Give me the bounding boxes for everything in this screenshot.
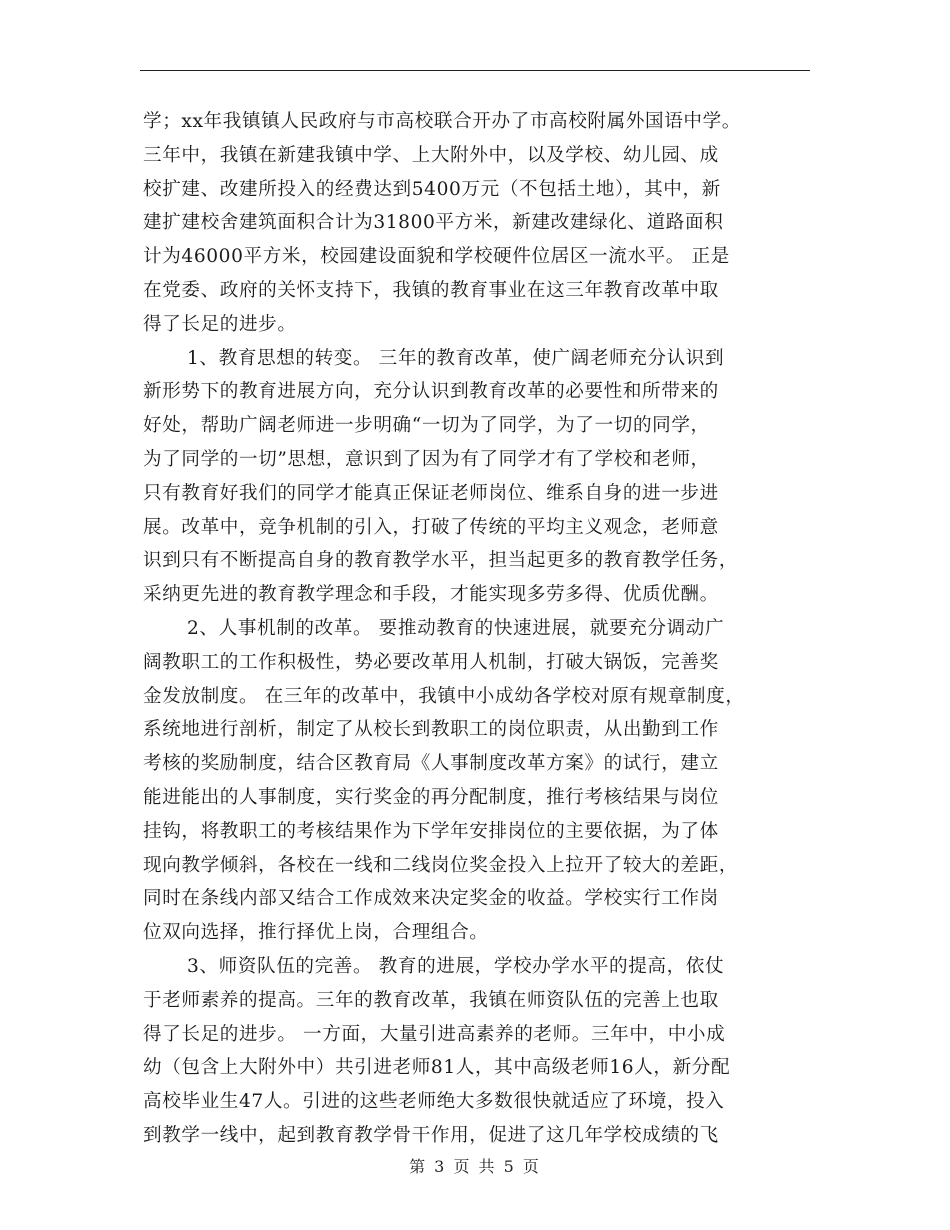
text-line: 展。改革中，竞争机制的引入，打破了传统的平均主义观念，老师意 (143, 516, 719, 538)
text-line: 系统地进行剖析，制定了从校长到教职工的岗位职责，从出勤到工作 (143, 719, 719, 741)
text-line: 位双向选择，推行择优上岗，合理组合。 (143, 922, 489, 944)
header-rule (140, 70, 810, 71)
text-line: 考核的奖励制度，结合区教育局《人事制度改革方案》的试行，建立 (143, 753, 719, 775)
text-line: 3、师资队伍的完善。 教育的进展，学校办学水平的提高，依仗 (187, 955, 725, 977)
text-line: 于老师素养的提高。三年的教育改革，我镇在师资队伍的完善上也取 (143, 989, 719, 1011)
text-line: 为了同学的一切”思想，意识到了因为有了同学才有了学校和老师， (143, 448, 710, 470)
text-line: 2、人事机制的改革。 要推动教育的快速进展，就要充分调动广 (187, 617, 725, 639)
text-line: 三年中，我镇在新建我镇中学、上大附外中，以及学校、幼儿园、成 (143, 144, 719, 166)
text-line: 幼（包含上大附外中）共引进老师81人，其中高级老师16人，新分配 (143, 1057, 731, 1079)
text-line: 金发放制度。 在三年的改革中，我镇中小成幼各学校对原有规章制度， (143, 685, 745, 707)
text-line: 识到只有不断提高自身的教育教学水平，担当起更多的教育教学任务， (143, 550, 739, 572)
text-line: 挂钩，将教职工的考核结果作为下学年安排岗位的主要依据，为了体 (143, 820, 719, 842)
text-line: 采纳更先进的教育教学理念和手段，才能实现多劳多得、优质优酬。 (143, 584, 719, 606)
text-line: 校扩建、改建所投入的经费达到5400万元（不包括土地），其中，新 (143, 178, 721, 200)
text-line: 好处，帮助广阔老师进一步明确“一切为了同学，为了一切的同学， (143, 415, 710, 437)
text-line: 学；xx年我镇镇人民政府与市高校联合开办了市高校附属外国语中学。 (143, 111, 741, 132)
text-line: 现向教学倾斜，各校在一线和二线岗位奖金投入上拉开了较大的差距， (143, 854, 739, 876)
text-line: 在党委、政府的关怀支持下，我镇的教育事业在这三年教育改革中取 (143, 279, 719, 301)
text-line: 得了长足的进步。 一方面，大量引进高素养的老师。三年中，中小成 (143, 1023, 726, 1045)
text-line: 1、教育思想的转变。 三年的教育改革，使广阔老师充分认识到 (187, 347, 725, 369)
text-line: 计为46000平方米，校园建设面貌和学校硬件位居区一流水平。 正是 (143, 246, 730, 268)
text-line: 到教学一线中，起到教育教学骨干作用，促进了这几年学校成绩的飞 (143, 1124, 719, 1146)
text-line: 得了长足的进步。 (143, 313, 297, 335)
text-line: 同时在条线内部又结合工作成效来决定奖金的收益。学校实行工作岗 (143, 888, 719, 910)
text-line: 能进能出的人事制度，实行奖金的再分配制度，推行考核结果与岗位 (143, 786, 719, 808)
text-line: 建扩建校舍建筑面积合计为31800平方米，新建改建绿化、道路面积 (143, 212, 724, 234)
document-body (143, 105, 813, 1153)
text-line: 只有教育好我们的同学才能真正保证老师岗位、维系自身的进一步进 (143, 482, 719, 504)
page-footer: 第 3 页 共 5 页 (409, 1157, 541, 1176)
text-line: 阔教职工的工作积极性，势必要改革用人机制，打破大锅饭，完善奖 (143, 651, 719, 673)
text-line: 高校毕业生47人。引进的这些老师绝大多数很快就适应了环境，投入 (143, 1091, 725, 1113)
text-line: 新形势下的教育进展方向，充分认识到教育改革的必要性和所带来的 (143, 381, 719, 403)
